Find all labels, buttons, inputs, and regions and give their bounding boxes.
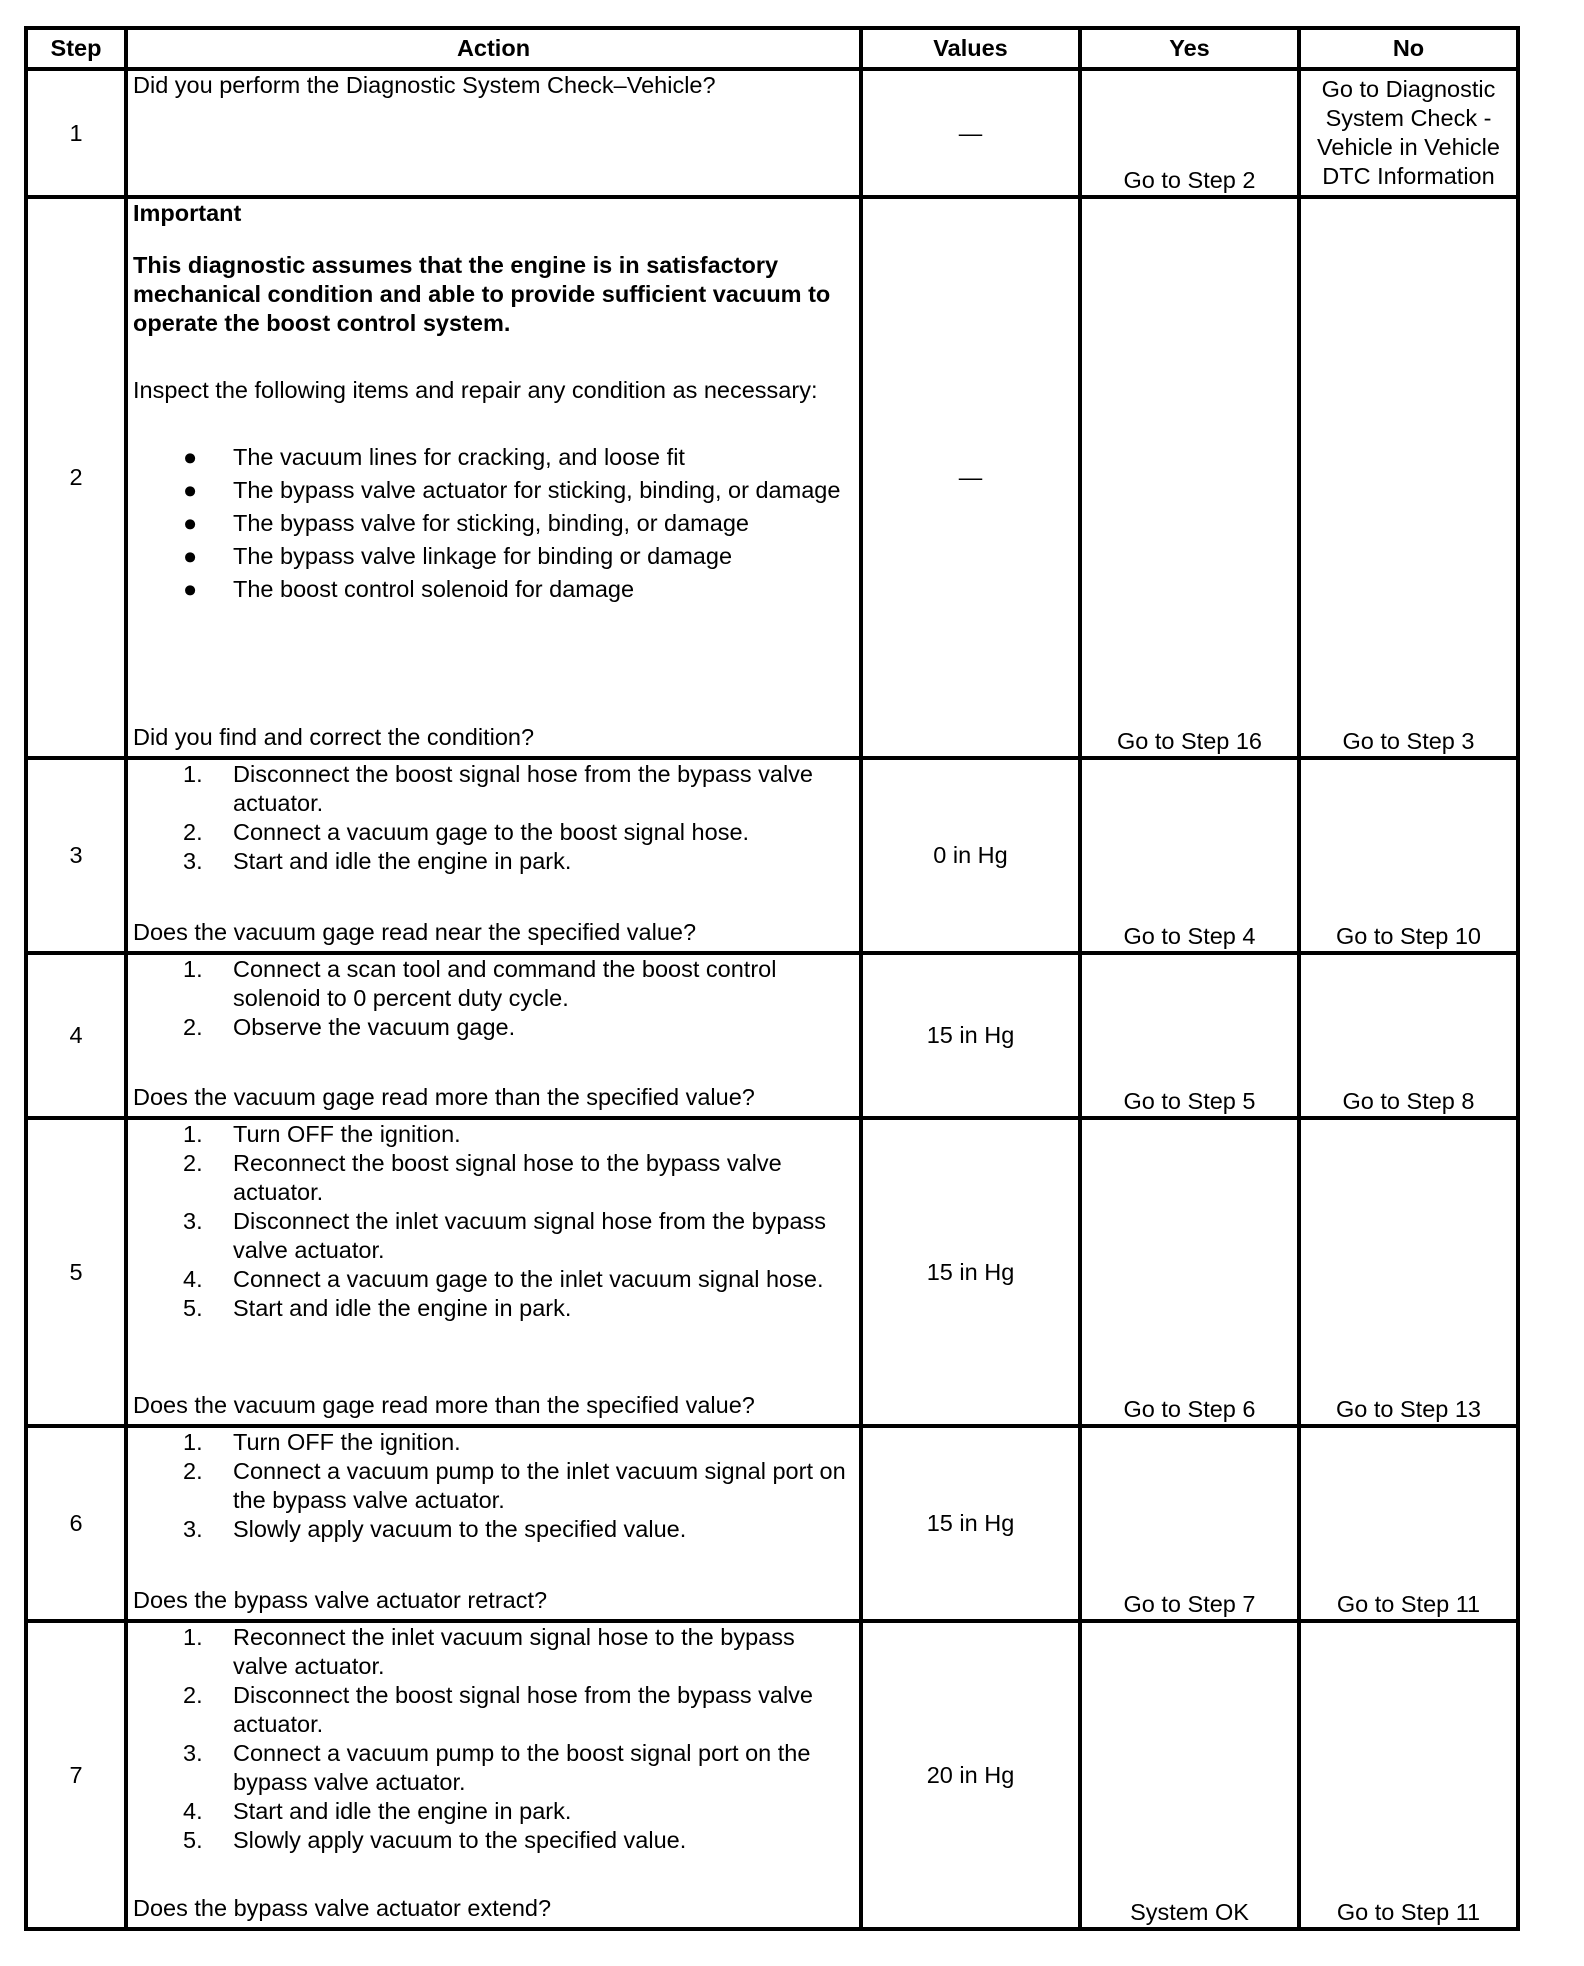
important-text: This diagnostic assumes that the engine is in satisfactory mechanical condition and able to provide sufficient vacuum to operate the boost control system. — [133, 252, 831, 336]
value-cell: — — [861, 197, 1080, 758]
no-cell: Go to Step 11 — [1299, 1426, 1518, 1621]
list-item-text: Start and idle the engine in park. — [233, 848, 572, 874]
list-item-text: Disconnect the inlet vacuum signal hose from the bypass valve actuator. — [233, 1208, 827, 1263]
no-cell: Go to Step 13 — [1299, 1118, 1518, 1426]
yes-cell: Go to Step 2 — [1080, 69, 1299, 197]
value-cell: — — [861, 69, 1080, 197]
list-item: 4. Connect a vacuum gage to the inlet vacuum signal hose. — [183, 1266, 824, 1292]
list-item-text: Connect a vacuum gage to the boost signal hose. — [233, 819, 750, 845]
procedure-list — [133, 760, 854, 876]
list-item-text: The boost control solenoid for damage — [233, 576, 635, 602]
list-item — [133, 443, 854, 472]
list-item-text: Reconnect the boost signal hose to the bypass valve actuator. — [233, 1150, 782, 1205]
procedure-list — [133, 1623, 854, 1855]
step-number: 3 — [26, 758, 126, 953]
list-item: 1. Connect a scan tool and command the boost control solenoid to 0 percent duty cycle. — [183, 956, 777, 1011]
header-yes: Yes — [1080, 28, 1299, 69]
bullet-icon: ● — [183, 543, 198, 569]
action-cell — [126, 953, 861, 1118]
step-number: 1 — [26, 69, 126, 197]
value-cell: 15 in Hg — [861, 953, 1080, 1118]
list-item-text: Disconnect the boost signal hose from the bypass valve actuator. — [233, 1682, 813, 1737]
action-cell — [126, 69, 861, 197]
question-text: Did you perform the Diagnostic System Check–Vehicle? — [133, 72, 716, 98]
list-item-text: Connect a vacuum pump to the inlet vacuum signal port on the bypass valve actuator. — [233, 1458, 846, 1513]
no-cell: Go to Step 3 — [1299, 197, 1518, 758]
list-item: 5. Start and idle the engine in park. — [183, 1295, 572, 1321]
yes-cell: Go to Step 7 — [1080, 1426, 1299, 1621]
list-item-text: Start and idle the engine in park. — [233, 1295, 572, 1321]
list-item-text: Observe the vacuum gage. — [233, 1014, 516, 1040]
list-item: 2. Connect a vacuum gage to the boost signal hose. — [183, 819, 750, 845]
diagnostic-table — [24, 26, 1520, 1931]
action-cell — [126, 197, 861, 758]
action-cell — [126, 758, 861, 953]
list-item-text: Slowly apply vacuum to the specified value. — [233, 1827, 687, 1853]
no-cell: Go to Step 11 — [1299, 1621, 1518, 1929]
list-item-text: The vacuum lines for cracking, and loose fit — [233, 444, 685, 470]
header-step: Step — [26, 28, 126, 69]
question-text: Does the vacuum gage read more than the specified value? — [133, 1392, 755, 1418]
question-text: Did you find and correct the condition? — [133, 724, 535, 750]
bullet-icon: ● — [183, 510, 198, 536]
yes-cell: Go to Step 4 — [1080, 758, 1299, 953]
list-item-text: Connect a scan tool and command the boost control solenoid to 0 percent duty cycle. — [233, 956, 777, 1011]
list-item-text: Connect a vacuum gage to the inlet vacuum signal hose. — [233, 1266, 824, 1292]
list-item-text: Turn OFF the ignition. — [233, 1121, 461, 1147]
yes-cell: Go to Step 6 — [1080, 1118, 1299, 1426]
step-number: 5 — [26, 1118, 126, 1426]
list-item: 2. Reconnect the boost signal hose to the bypass valve actuator. — [183, 1150, 782, 1205]
no-line: Vehicle in Vehicle — [1317, 134, 1500, 160]
action-cell — [126, 1621, 861, 1929]
list-item: 3. Slowly apply vacuum to the specified value. — [183, 1516, 687, 1542]
list-item-text: Slowly apply vacuum to the specified value. — [233, 1516, 687, 1542]
question-text: Does the bypass valve actuator extend? — [133, 1895, 552, 1921]
list-item — [133, 476, 854, 505]
list-item — [133, 509, 854, 538]
table-row-step-7 — [26, 1621, 1518, 1929]
no-cell: Go to Step 8 — [1299, 953, 1518, 1118]
list-item: 4. Start and idle the engine in park. — [183, 1798, 572, 1824]
header-row — [26, 28, 1518, 69]
action-cell — [126, 1426, 861, 1621]
important-label: Important — [133, 200, 242, 226]
list-item-text: The bypass valve actuator for sticking, binding, or damage — [233, 477, 841, 503]
list-item-text: The bypass valve for sticking, binding, or damage — [233, 510, 749, 536]
header-action: Action — [126, 28, 861, 69]
table-row-step-6 — [26, 1426, 1518, 1621]
no-cell — [1299, 69, 1518, 197]
header-values: Values — [861, 28, 1080, 69]
list-item: 2. Connect a vacuum pump to the inlet vacuum signal port on the bypass valve actuator. — [183, 1458, 846, 1513]
yes-cell: Go to Step 5 — [1080, 953, 1299, 1118]
question-text: Does the bypass valve actuator retract? — [133, 1587, 548, 1613]
list-item: 2. Disconnect the boost signal hose from the bypass valve actuator. — [183, 1682, 813, 1737]
step-number: 2 — [26, 197, 126, 758]
value-cell: 15 in Hg — [861, 1118, 1080, 1426]
list-item-text: Connect a vacuum pump to the boost signal port on the bypass valve actuator. — [233, 1740, 811, 1795]
bullet-icon: ● — [183, 477, 198, 503]
list-item: 1. Turn OFF the ignition. — [183, 1121, 461, 1147]
no-line: DTC Information — [1322, 163, 1495, 189]
table-row-step-4 — [26, 953, 1518, 1118]
no-line: System Check - — [1325, 105, 1492, 131]
list-item: 3. Disconnect the inlet vacuum signal hose from the bypass valve actuator. — [183, 1208, 827, 1263]
step-number: 7 — [26, 1621, 126, 1929]
procedure-list — [133, 1120, 854, 1323]
question-text: Does the vacuum gage read near the specified value? — [133, 919, 697, 945]
bullet-icon: ● — [183, 576, 198, 602]
table-row-step-3 — [26, 758, 1518, 953]
list-item: 2. Observe the vacuum gage. — [183, 1014, 516, 1040]
list-item: 5. Slowly apply vacuum to the specified value. — [183, 1827, 687, 1853]
list-item: 1. Turn OFF the ignition. — [183, 1429, 461, 1455]
value-cell: 20 in Hg — [861, 1621, 1080, 1929]
step-number: 6 — [26, 1426, 126, 1621]
value-cell: 15 in Hg — [861, 1426, 1080, 1621]
no-cell: Go to Step 10 — [1299, 758, 1518, 953]
intro-text: Inspect the following items and repair any condition as necessary: — [133, 377, 818, 403]
action-cell — [126, 1118, 861, 1426]
no-line: Go to Diagnostic — [1321, 76, 1496, 102]
table-row-step-5 — [26, 1118, 1518, 1426]
list-item: 3. Connect a vacuum pump to the boost signal port on the bypass valve actuator. — [183, 1740, 811, 1795]
yes-cell: Go to Step 16 — [1080, 197, 1299, 758]
procedure-list — [133, 955, 854, 1042]
list-item-text: Reconnect the inlet vacuum signal hose to the bypass valve actuator. — [233, 1624, 795, 1679]
list-item-text: The bypass valve linkage for binding or damage — [233, 543, 733, 569]
inspection-list — [133, 443, 854, 604]
question-text: Does the vacuum gage read more than the specified value? — [133, 1084, 755, 1110]
table-row-step-1 — [26, 69, 1518, 197]
yes-cell: System OK — [1080, 1621, 1299, 1929]
bullet-icon: ● — [183, 444, 198, 470]
list-item: 3. Start and idle the engine in park. — [183, 848, 572, 874]
header-no: No — [1299, 28, 1518, 69]
list-item-text: Turn OFF the ignition. — [233, 1429, 461, 1455]
step-number: 4 — [26, 953, 126, 1118]
list-item: 1. Reconnect the inlet vacuum signal hose to the bypass valve actuator. — [183, 1624, 795, 1679]
list-item — [133, 542, 854, 571]
procedure-list — [133, 1428, 854, 1544]
value-cell: 0 in Hg — [861, 758, 1080, 953]
list-item: 1. Disconnect the boost signal hose from the bypass valve actuator. — [183, 761, 813, 816]
table-row-step-2 — [26, 197, 1518, 758]
list-item-text: Start and idle the engine in park. — [233, 1798, 572, 1824]
list-item — [133, 575, 854, 604]
list-item-text: Disconnect the boost signal hose from the bypass valve actuator. — [233, 761, 813, 816]
